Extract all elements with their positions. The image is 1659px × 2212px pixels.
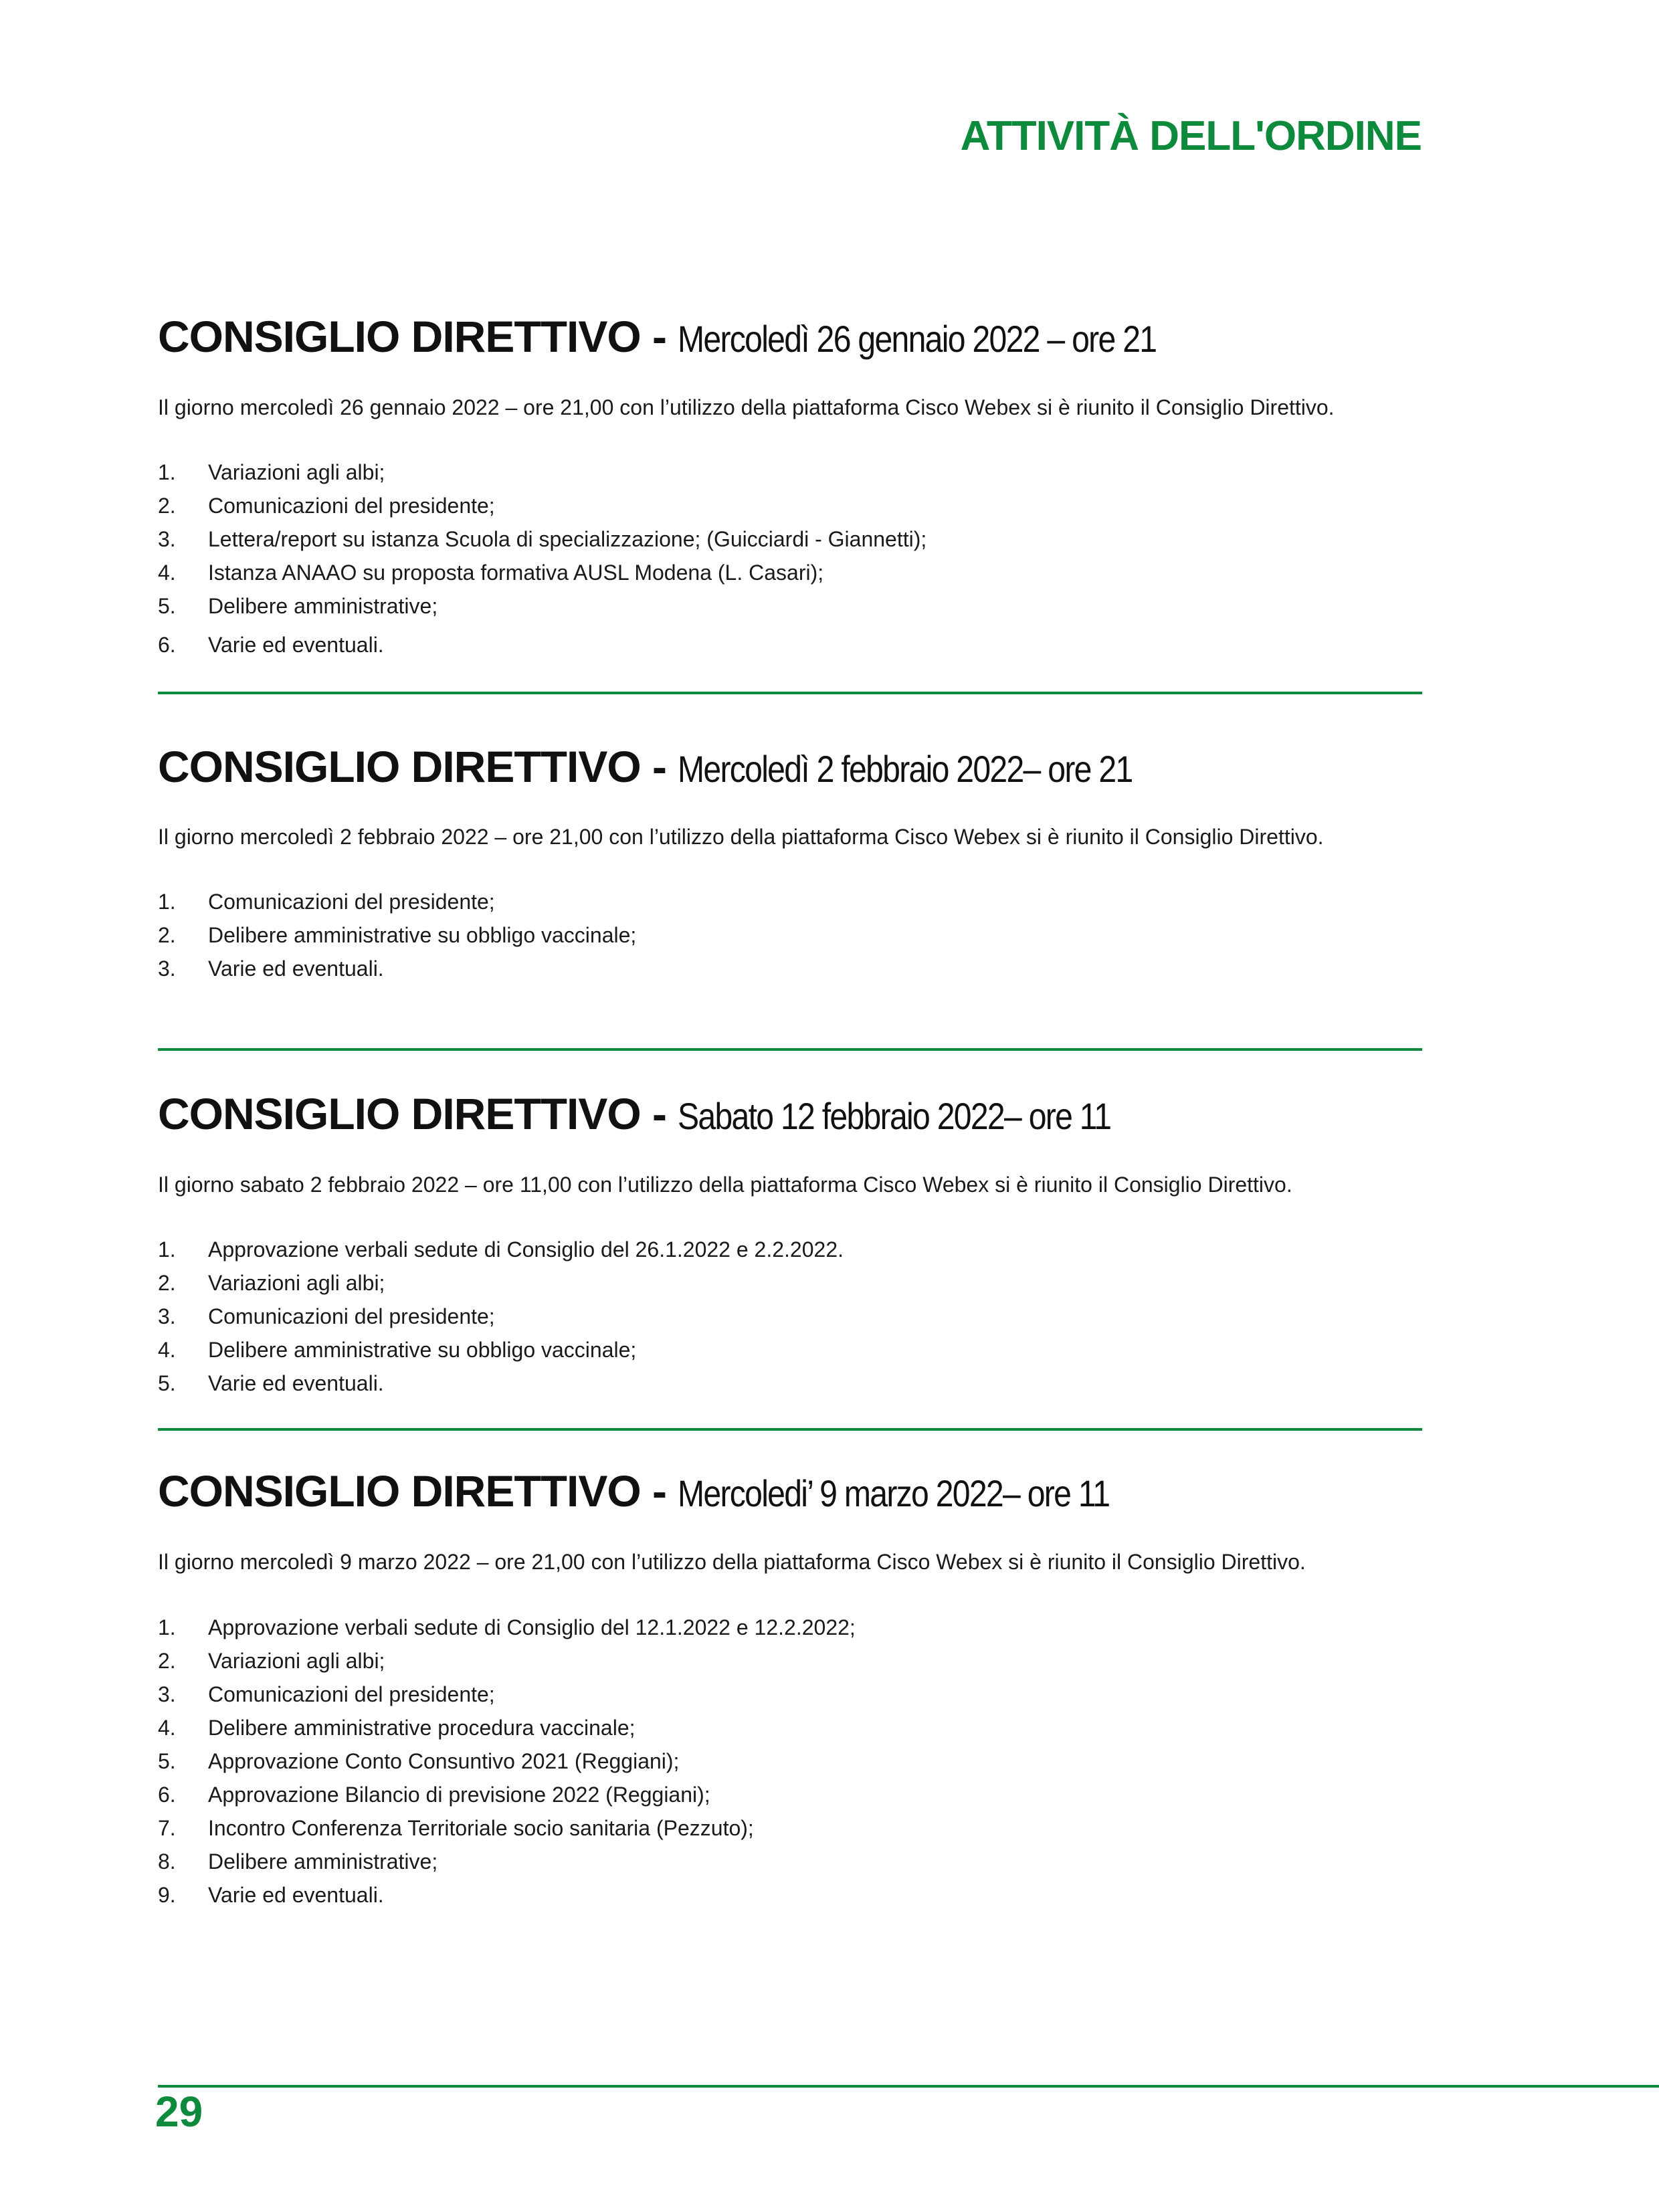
agenda-item-number: 1. [158, 1615, 176, 1639]
agenda-item-number: 6. [158, 1783, 176, 1807]
agenda-item-number: 9. [158, 1883, 176, 1907]
agenda-item-number: 5. [158, 1749, 176, 1773]
agenda-item [158, 1266, 1422, 1300]
agenda-item-text: Delibere amministrative su obbligo vaccinale; [208, 923, 637, 947]
agenda-list [158, 1611, 1422, 1912]
section-title [158, 744, 1422, 789]
agenda-item-text: Approvazione Conto Consuntivo 2021 (Reggiani); [208, 1749, 680, 1773]
agenda-item [158, 1611, 1422, 1644]
agenda-item-text: Variazioni agli albi; [208, 1649, 385, 1673]
agenda-item-number: 1. [158, 890, 176, 914]
agenda-item [158, 1367, 1422, 1400]
agenda-item [158, 1233, 1422, 1266]
agenda-list [158, 456, 1422, 662]
agenda-item-text: Approvazione verbali sedute di Consiglio del 26.1.2022 e 2.2.2022. [208, 1237, 844, 1262]
agenda-item-number: 7. [158, 1816, 176, 1840]
agenda-item [158, 1711, 1422, 1744]
agenda-item [158, 489, 1422, 522]
page-header-title: ATTIVITÀ DELL'ORDINE [960, 113, 1422, 159]
agenda-list [158, 885, 1422, 985]
agenda-item-number: 3. [158, 1304, 176, 1328]
section-title-main: CONSIGLIO DIRETTIVO - [158, 1089, 678, 1138]
agenda-item-text: Approvazione Bilancio di previsione 2022 (Reggiani); [208, 1783, 710, 1807]
agenda-item-text: Varie ed eventuali. [208, 1371, 384, 1395]
agenda-item-number: 4. [158, 1338, 176, 1362]
section-title-main: CONSIGLIO DIRETTIVO - [158, 742, 678, 791]
section-title [158, 1089, 1422, 1138]
section-intro: Il giorno mercoledì 26 gennaio 2022 – ore 21,00 con l’utilizzo della piattaforma Cisco Webex si è riunito il Consiglio Direttivo. [158, 395, 1335, 419]
section-title-date: Mercoledì 2 febbraio 2022– ore 21 [678, 748, 1133, 790]
agenda-list [158, 1233, 1422, 1400]
section-divider [158, 1048, 1422, 1051]
agenda-item-number: 3. [158, 1682, 176, 1706]
agenda-item [158, 589, 1422, 623]
agenda-item [158, 1300, 1422, 1333]
agenda-item [158, 885, 1422, 918]
section-title-main: CONSIGLIO DIRETTIVO - [158, 1466, 678, 1516]
agenda-item-text: Varie ed eventuali. [208, 633, 384, 657]
agenda-item [158, 628, 1422, 662]
meeting-section-2 [158, 744, 1422, 985]
agenda-item-text: Delibere amministrative; [208, 594, 438, 618]
section-title-main: CONSIGLIO DIRETTIVO - [158, 312, 678, 361]
agenda-item-text: Varie ed eventuali. [208, 1883, 384, 1907]
agenda-item-text: Incontro Conferenza Territoriale socio sanitaria (Pezzuto); [208, 1816, 754, 1840]
agenda-item-text: Delibere amministrative; [208, 1849, 438, 1874]
section-title-date: Mercoledì 26 gennaio 2022 – ore 21 [678, 318, 1157, 360]
agenda-item [158, 1811, 1422, 1845]
section-title [158, 1466, 1422, 1516]
agenda-item-text: Comunicazioni del presidente; [208, 494, 495, 518]
agenda-item [158, 1333, 1422, 1367]
agenda-item [158, 1778, 1422, 1811]
agenda-item-text: Approvazione verbali sedute di Consiglio del 12.1.2022 e 12.2.2022; [208, 1615, 856, 1639]
agenda-item-text: Comunicazioni del presidente; [208, 1304, 495, 1328]
agenda-item-number: 3. [158, 527, 176, 551]
page-number: 29 [155, 2088, 203, 2136]
section-intro: Il giorno sabato 2 febbraio 2022 – ore 11,00 con l’utilizzo della piattaforma Cisco Webex si è riunito il Consiglio Direttivo. [158, 1173, 1292, 1197]
agenda-item-number: 6. [158, 633, 176, 657]
agenda-item-text: Istanza ANAAO su proposta formativa AUSL Modena (L. Casari); [208, 561, 824, 585]
meeting-section-1 [158, 314, 1422, 662]
agenda-item-number: 2. [158, 1271, 176, 1295]
agenda-item [158, 1878, 1422, 1912]
agenda-item-text: Delibere amministrative procedura vaccinale; [208, 1716, 636, 1740]
section-title [158, 314, 1422, 359]
agenda-item-text: Variazioni agli albi; [208, 1271, 385, 1295]
agenda-item-text: Variazioni agli albi; [208, 460, 385, 484]
agenda-item-number: 4. [158, 1716, 176, 1740]
agenda-item [158, 556, 1422, 589]
agenda-item [158, 1845, 1422, 1878]
agenda-item-number: 2. [158, 923, 176, 947]
footer-divider [158, 2085, 1659, 2088]
agenda-item-text: Lettera/report su istanza Scuola di specializzazione; (Guicciardi - Giannetti); [208, 527, 927, 551]
meeting-section-3 [158, 1089, 1422, 1400]
section-intro: Il giorno mercoledì 9 marzo 2022 – ore 21,00 con l’utilizzo della piattaforma Cisco Webex si è riunito il Consiglio Direttivo. [158, 1550, 1306, 1574]
agenda-item-text: Varie ed eventuali. [208, 957, 384, 981]
section-divider [158, 1428, 1422, 1431]
agenda-item-number: 4. [158, 561, 176, 585]
agenda-item-text: Delibere amministrative su obbligo vaccinale; [208, 1338, 637, 1362]
section-title-date: Sabato 12 febbraio 2022– ore 11 [678, 1095, 1111, 1137]
agenda-item [158, 918, 1422, 952]
agenda-item [158, 456, 1422, 489]
agenda-item-text: Comunicazioni del presidente; [208, 890, 495, 914]
agenda-item-number: 1. [158, 1237, 176, 1262]
agenda-item [158, 1744, 1422, 1778]
agenda-item-number: 2. [158, 494, 176, 518]
agenda-item [158, 952, 1422, 985]
agenda-item [158, 1644, 1422, 1678]
agenda-item-number: 1. [158, 460, 176, 484]
agenda-item-text: Comunicazioni del presidente; [208, 1682, 495, 1706]
meeting-section-4 [158, 1466, 1422, 1912]
agenda-item-number: 8. [158, 1849, 176, 1874]
section-intro: Il giorno mercoledì 2 febbraio 2022 – ore 21,00 con l’utilizzo della piattaforma Cisco Webex si è riunito il Consiglio Direttivo. [158, 825, 1324, 849]
agenda-item-number: 5. [158, 1371, 176, 1395]
agenda-item-number: 2. [158, 1649, 176, 1673]
section-divider [158, 692, 1422, 694]
section-title-date: Mercoledi’ 9 marzo 2022– ore 11 [678, 1472, 1110, 1514]
agenda-item [158, 1678, 1422, 1711]
agenda-item-number: 3. [158, 957, 176, 981]
agenda-item [158, 522, 1422, 556]
agenda-item-number: 5. [158, 594, 176, 618]
